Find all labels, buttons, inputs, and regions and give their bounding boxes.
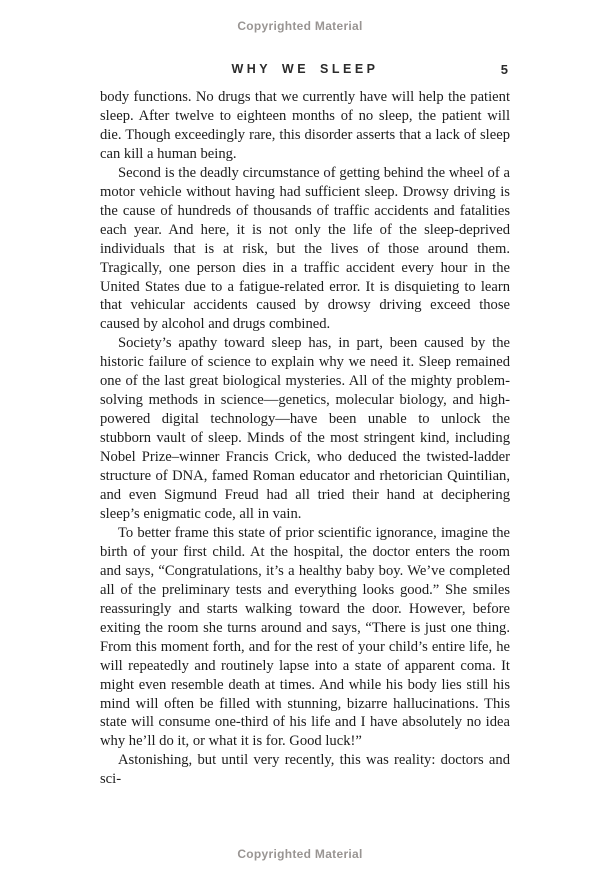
page-header <box>100 62 510 78</box>
body-text <box>100 88 510 789</box>
running-title: WHY WE SLEEP <box>231 62 379 76</box>
paragraph: To better frame this state of prior scientific ignorance, imagine the birth of your first child. At the hospital, the doctor enters the room and says, “Congratulations, it’s a healthy baby boy. We’ve completed all of the preliminary tests and everything looks good.” She smiles reassuringly and starts walking toward the door. However, before exiting the room she turns around and says, “There is just one thing. From this moment forth, and for the rest of your child’s entire life, he will repeatedly and routinely lapse into a state of apparent coma. It might even resemble death at times. And while his body lies still his mind will often be filled with stunning, bizarre hallucinations. This state will consume one-third of his life and I have absolutely no idea why he’ll do it, or what it is for. Good luck!” <box>100 524 510 750</box>
paragraph: Society’s apathy toward sleep has, in part, been caused by the historic failure of science to explain why we need it. Sleep remained one of the last great biological mysteries. All of the mighty problem-solving methods in science—genetics, molecular biology, and high-powered digital technology—have been unable to unlock the stubborn vault of sleep. Minds of the most stringent kind, including Nobel Prize–winner Francis Crick, who deduced the twisted-ladder structure of DNA, famed Roman educator and rhetorician Quintilian, and even Sigmund Freud had all tried their hand at deciphering sleep’s enigmatic code, all in vain. <box>100 335 510 522</box>
paragraph-partial: Astonishing, but until very recently, this was reality: doctors and sci- <box>100 752 510 788</box>
copyright-notice-bottom: Copyrighted Material <box>237 847 363 861</box>
paragraph: Second is the deadly circumstance of getting behind the wheel of a motor vehicle without having had sufficient sleep. Drowsy driving is the cause of hundreds of thousands of traffic accidents and fatalities each year. And here, it is not only the life of the sleep-deprived individuals that is at risk, but the lives of those around them. Tragically, one person dies in a traffic accident every hour in the United States due to a fatigue-related error. It is disquieting to learn that vehicular accidents caused by drowsy driving exceed those caused by alcohol and drugs combined. <box>100 164 510 333</box>
copyright-notice-top: Copyrighted Material <box>237 19 363 33</box>
page-number: 5 <box>500 62 508 77</box>
paragraph-continuation: body functions. No drugs that we currently have will help the patient sleep. After twelve to eighteen months of no sleep, the patient will die. Though exceedingly rare, this disorder asserts that a lack of sleep can kill a human being. <box>100 89 510 162</box>
